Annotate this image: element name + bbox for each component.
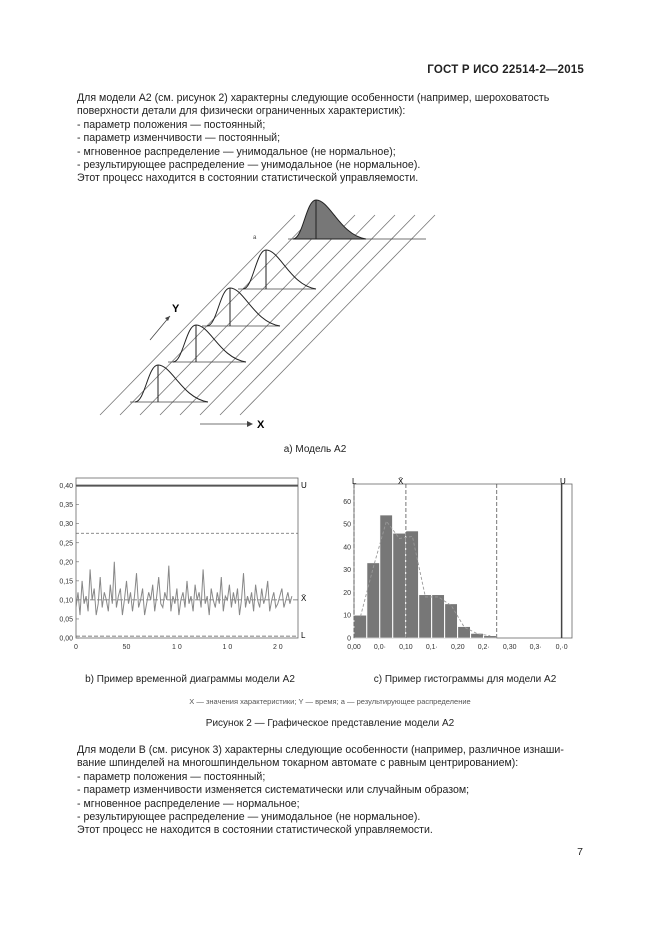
- distribution-curve-4: [243, 250, 316, 289]
- hist-x-tick-label: 0,3·: [529, 644, 542, 651]
- hist-x-tick-label: 0,2·: [477, 644, 490, 651]
- histogram-bar: [432, 595, 444, 638]
- y-tick-label: 0,40: [59, 483, 73, 491]
- marker-a: a: [253, 235, 257, 241]
- hist-x-tick-label: 0,00: [347, 644, 361, 651]
- hist-limit-l-label: L: [352, 477, 357, 486]
- hist-x-tick-label: 0,30: [502, 644, 517, 651]
- intro-b-item-3: - мгновенное распределение — нормальное;: [77, 797, 300, 810]
- y-tick-label: 0,05: [59, 616, 73, 624]
- hist-mean-label: X̄: [398, 477, 404, 486]
- y-tick-label: 0,30: [59, 521, 73, 529]
- mean-label: X̄: [301, 594, 307, 603]
- hist-y-tick-label: 40: [343, 544, 351, 552]
- intro-b-item-2: - параметр изменчивости изменяется систематически или случайным образом;: [77, 784, 470, 797]
- hist-y-tick-label: 50: [343, 521, 351, 529]
- intro-b-line-2: вание шпинделей на многошпиндельном токарном автомате с равным центрированием):: [77, 757, 519, 770]
- hist-x-tick-label: 0,10: [399, 644, 413, 651]
- figure-b-time-chart: [46, 472, 316, 662]
- page-number: 7: [577, 846, 583, 858]
- histogram-bar: [458, 627, 470, 638]
- hist-y-tick-label: 30: [343, 567, 351, 575]
- figure-a-caption: а) Модель А2: [283, 444, 347, 455]
- x-tick-label: 1 0: [172, 644, 182, 651]
- intro-b-item-1: - параметр положения — постоянный;: [77, 770, 266, 783]
- histogram-bar: [393, 533, 405, 638]
- hist-x-tick-label: 0,·0: [555, 644, 568, 651]
- histogram-bar: [380, 515, 392, 638]
- hist-limit-u-label: U: [560, 477, 566, 486]
- intro-a2-item-3: - мгновенное распределение — унимодальное (не нормальное);: [77, 145, 396, 158]
- histogram-bar: [354, 615, 366, 638]
- y-tick-label: 0,00: [59, 635, 73, 643]
- limit-u-label: U: [301, 481, 307, 490]
- intro-a2-item-2: - параметр изменчивости — постоянный;: [77, 132, 281, 145]
- intro-a2-conclusion: Этот процесс находится в состоянии статистической управляемости.: [77, 172, 419, 185]
- histogram-bar: [445, 604, 457, 638]
- figure-legend: X — значения характеристики; Y — время; a — результирующее распределение: [189, 697, 471, 706]
- figure-c-histogram: [332, 472, 582, 662]
- y-tick-label: 0,15: [59, 578, 73, 586]
- y-tick-label: 0,10: [59, 597, 73, 605]
- axis-y-label: Y: [172, 303, 180, 315]
- limit-l-label: L: [301, 631, 306, 640]
- resulting-distribution-curve: [293, 200, 366, 239]
- intro-a2-item-4: - результирующее распределение — унимодальное (не нормальное).: [77, 159, 421, 172]
- intro-b-item-4: - результирующее распределение — унимодальное (не нормальное).: [77, 811, 421, 824]
- document-header: ГОСТ Р ИСО 22514-2—2015: [427, 64, 584, 76]
- x-tick-label: 1 0: [222, 644, 233, 651]
- hist-x-tick-label: 0,0·: [373, 644, 386, 651]
- hist-y-tick-label: 10: [343, 612, 351, 620]
- hist-x-tick-label: 0,20: [450, 644, 465, 651]
- distribution-curve-1: [135, 365, 208, 402]
- histogram-bar: [406, 531, 418, 638]
- histogram-bar: [419, 595, 431, 638]
- intro-b-line-1: Для модели В (см. рисунок 3) характерны следующие особенности (например, различное изнаши-: [77, 744, 564, 756]
- y-tick-label: 0,20: [59, 559, 73, 567]
- hist-y-tick-label: 0: [347, 635, 351, 643]
- hist-y-tick-label: 60: [343, 498, 351, 506]
- x-tick-label: 2 0: [272, 644, 283, 651]
- hist-y-tick-label: 20: [343, 589, 351, 597]
- intro-b-text: [77, 744, 584, 838]
- time-series-line: [76, 562, 292, 615]
- intro-a2-line-2: поверхности детали для физически ограниченных характеристик):: [77, 105, 406, 118]
- intro-a2-item-1: - параметр положения — постоянный;: [77, 118, 266, 131]
- intro-a2-line-1: Для модели А2 (см. рисунок 2) характерны следующие особенности (например, шероховатость: [77, 92, 550, 104]
- x-tick-label: 0: [74, 644, 78, 651]
- figure-c-caption: с) Пример гистограммы для модели А2: [373, 674, 557, 685]
- y-tick-label: 0,25: [59, 540, 73, 548]
- diagonal-lines: [100, 215, 435, 415]
- hist-x-tick-label: 0,1·: [425, 644, 438, 651]
- y-tick-label: 0,35: [59, 502, 73, 510]
- intro-b-conclusion: Этот процесс не находится в состоянии статистической управляемости.: [77, 824, 433, 837]
- figure-a-model-diagram: [90, 190, 440, 430]
- intro-a2-text: [77, 92, 584, 186]
- figure-title: Рисунок 2 — Графическое представление модели А2: [205, 718, 455, 729]
- x-tick-label: 50: [122, 644, 131, 651]
- histogram-bar: [367, 563, 379, 638]
- axis-x-label: X: [257, 419, 265, 430]
- figure-b-caption: b) Пример временной диаграммы модели А2: [85, 674, 295, 685]
